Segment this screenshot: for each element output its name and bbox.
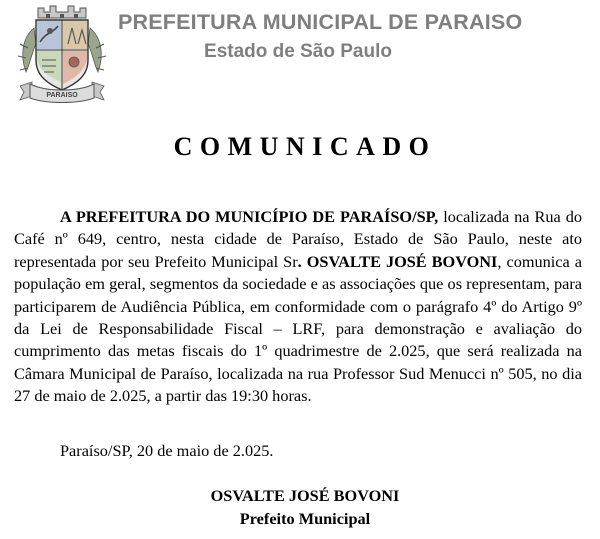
announcement-paragraph xyxy=(14,206,582,408)
org-name: PREFEITURA MUNICIPAL DE PARAISO xyxy=(118,10,523,34)
org-state: Estado de São Paulo xyxy=(204,41,392,62)
letterhead xyxy=(0,0,600,110)
coat-of-arms-icon xyxy=(16,4,108,104)
signature-role: Prefeito Municipal xyxy=(239,509,371,528)
announcement-text-part1: localizada na Rua do Café nº 649, centro, nesta cidade de Paraíso, Estado de São Paulo, neste ato representada por seu Prefeito Municipal Sr xyxy=(14,207,583,271)
document-title: COMUNICADO xyxy=(173,132,437,161)
announcement-text-part2: , comunica a população em geral, segmentos da sociedade e as associações que os representam, para participarem de Audiência Pública, em conformidade com o parágrafo 4º do Artigo 9º da Lei de Responsabilidade Fiscal – LRF, para demonstração e avaliação do cumprimento das metas fiscais do 1º quadrimestre de 2.025, que será realizada na Câmara Municipal de Paraíso, localizada na rua Professor Sud Menucci nº 505, no dia 27 de maio de 2.025, a partir das 19:30 horas. xyxy=(14,251,582,406)
signature-name: OSVALTE JOSÉ BOVONI xyxy=(210,486,400,505)
mayor-name-inline: . OSVALTE JOSÉ BOVONI xyxy=(297,251,498,271)
coat-of-arms-ribbon-text: PARAISO xyxy=(46,92,78,99)
announcement-lead: A PREFEITURA DO MUNICÍPIO DE PARAÍSO/SP, xyxy=(60,207,439,226)
date-line: Paraíso/SP, 20 de maio de 2.025. xyxy=(60,441,274,460)
